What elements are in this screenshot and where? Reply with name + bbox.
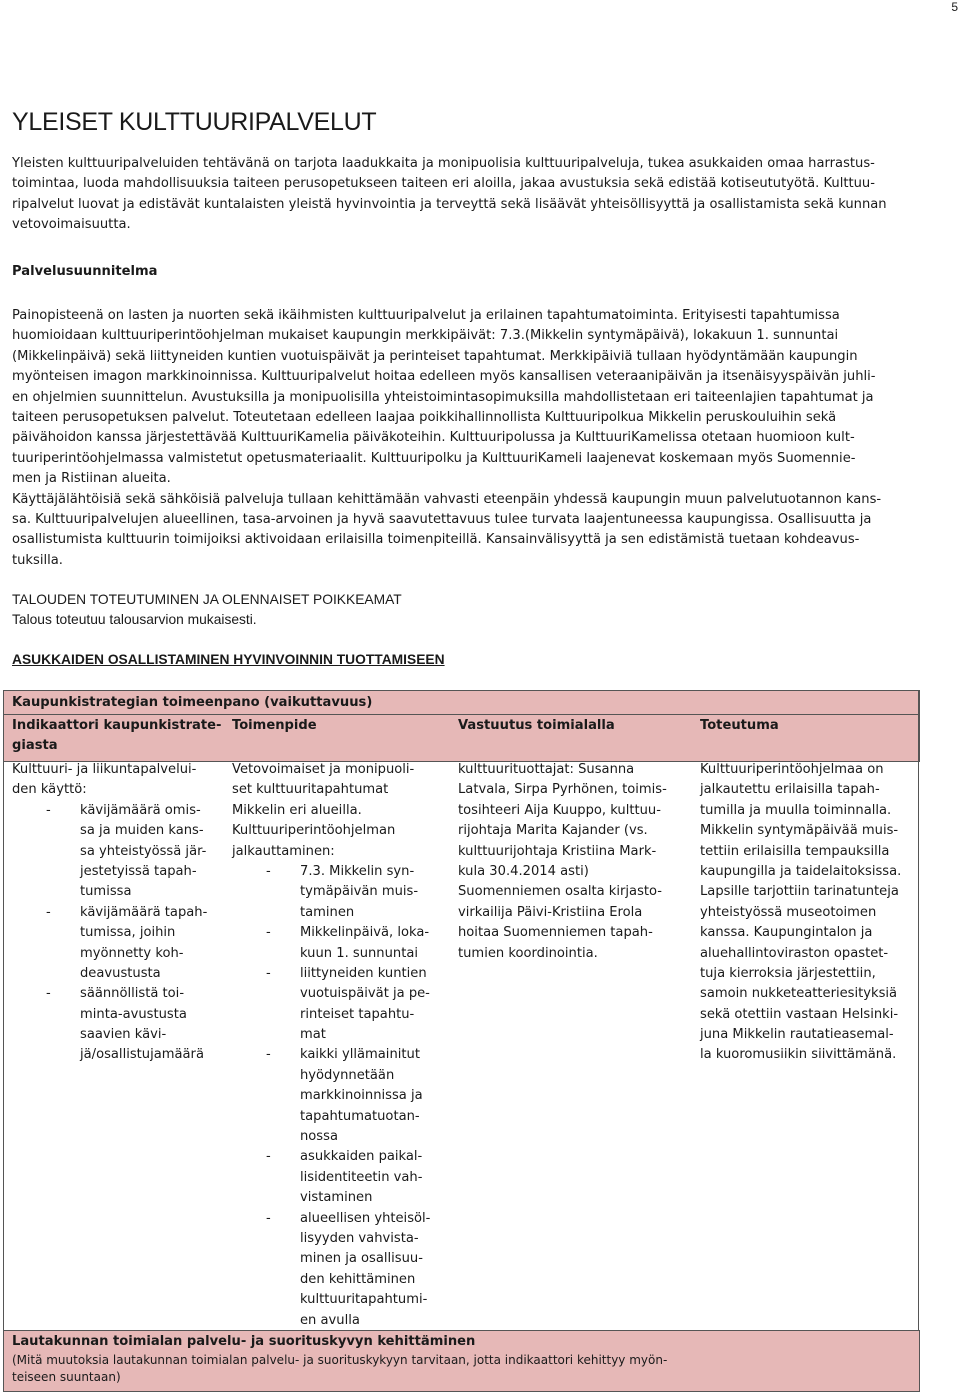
indicator-line xyxy=(12,944,222,964)
list-item-text: jä/osallistujamäärä xyxy=(80,1047,204,1063)
action-line xyxy=(232,1270,447,1290)
service-plan-heading: Palvelusuunnitelma xyxy=(12,264,158,279)
indicator-line xyxy=(12,1005,222,1025)
outcome-line: Mikkelin syntymäpäivää muis- xyxy=(700,823,899,839)
list-item-text: tapahtumatuotan- xyxy=(300,1108,420,1124)
action-line xyxy=(232,1209,447,1229)
outcome-line: juna Mikkelin rautatieasemal- xyxy=(700,1027,894,1043)
outcome-line: kanssa. Kaupungintalon ja xyxy=(700,925,873,941)
list-dash: - xyxy=(266,1149,271,1165)
plan-line: Käyttäjälähtöisiä sekä sähköisiä palveluja tullaan kehittämään vahvasti eteenpäin yhdessä kaupungin muun palvelutuotannon kans- xyxy=(12,491,882,507)
action-line xyxy=(232,1290,447,1310)
list-item-text: kävijämäärä tapah- xyxy=(80,904,208,920)
intro-line: vetovoimaisuutta. xyxy=(12,217,131,233)
economy-text: Talous toteutuu talousarvion mukaisesti. xyxy=(12,612,257,627)
list-item-text: vuotuispäivät ja pe- xyxy=(300,986,430,1002)
responsibility-line: kulttuurituottajat: Susanna xyxy=(458,762,635,777)
list-item-text: sa yhteistyössä jär- xyxy=(80,843,207,859)
list-item-text: tymäpäivän muis- xyxy=(300,884,419,900)
list-item-text: kulttuuritapahtumi- xyxy=(300,1292,428,1308)
responsibility-line: tosihteeri Aija Kuuppo, kulttuu- xyxy=(458,802,661,818)
plan-line: sa. Kulttuuripalvelujen alueellinen, tasa-arvoinen ja hyvä saavutettavuus tulee turvata laajentuneessa kaupungissa. Osallisuutta ja xyxy=(12,512,872,528)
plan-line: myönteisen imagon markkinoinnissa. Kulttuuripalvelut hoitaa edelleen myös kansallisen veteraanipäivän ja itsenäisyyspäivän juhli- xyxy=(12,369,876,385)
action-line xyxy=(232,862,447,882)
list-item-text: kuun 1. sunnuntai xyxy=(300,945,419,961)
footer-note-line: teiseen suuntaan) xyxy=(12,1370,121,1384)
intro-paragraph xyxy=(12,154,918,236)
indicator-line xyxy=(12,1045,222,1065)
indicator-line xyxy=(12,1025,222,1045)
responsibility-line: tumien koordinointia. xyxy=(458,945,598,961)
list-item-text: minta-avustusta xyxy=(80,1006,187,1022)
outcome-line: tuja kierroksia järjestettiin, xyxy=(700,965,876,981)
action-line xyxy=(232,1005,447,1025)
list-item-text: jestetyissä tapah- xyxy=(80,863,197,879)
action-line xyxy=(232,882,447,902)
action-line xyxy=(232,1168,447,1188)
intro-line: ripalvelut luovat ja edistävät kuntalaisten yleistä hyvinvointia ja terveyttä sekä lisäävät yhteisöllisyyttä ja osallistamista sekä kunnan xyxy=(12,196,887,212)
list-item-text: vistaminen xyxy=(300,1190,373,1206)
list-item-text: rinteiset tapahtu- xyxy=(300,1006,415,1022)
responsibility-line: Latvala, Sirpa Pyrhönen, toimis- xyxy=(458,782,667,798)
intro-line: Yleisten kulttuuripalveluiden tehtävänä on tarjota laadukkaita ja monipuolisia kulttuuripalveluja, tukea asukkaiden omaa harrastus- xyxy=(12,156,875,171)
action-line: set kulttuuritapahtumat xyxy=(232,782,389,798)
action-line xyxy=(232,923,447,943)
list-dash: - xyxy=(46,986,51,1002)
list-item-text: hyödynnetään xyxy=(300,1067,395,1083)
plan-line: (Mikkelinpäivä) sekä liittyneiden kuntien vuotuispäivät ja perinteiset tapahtumat. Merkkipäiviä tullaan hyödyntämään kaupungin xyxy=(12,348,858,364)
indicator-line xyxy=(12,984,222,1004)
action-line xyxy=(232,903,447,923)
action-line xyxy=(232,1127,447,1147)
plan-line: tuksilla. xyxy=(12,552,63,568)
footer-note xyxy=(12,1352,667,1386)
action-line: jalkauttaminen: xyxy=(232,843,335,859)
list-item-text: lisidentiteetin vah- xyxy=(300,1169,423,1185)
action-line: Kulttuuriperintöohjelman xyxy=(232,823,396,839)
indicator-cell xyxy=(12,760,222,1066)
outcome-line: yhteistyössä museotoimen xyxy=(700,904,877,920)
action-line xyxy=(232,944,447,964)
list-item-text: liittyneiden kuntien xyxy=(300,965,427,981)
action-line xyxy=(232,1066,447,1086)
list-item-text: den kehittäminen xyxy=(300,1271,416,1287)
responsibility-cell xyxy=(458,760,688,964)
list-item-text: asukkaiden paikal- xyxy=(300,1149,423,1165)
economy-heading: TALOUDEN TOTEUTUMINEN JA OLENNAISET POIKKEAMAT xyxy=(12,592,402,607)
action-line xyxy=(232,1249,447,1269)
outcome-line: tumilla ja muulla toiminnalla. xyxy=(700,802,892,818)
list-dash: - xyxy=(266,1210,271,1226)
action-line xyxy=(232,964,447,984)
indicator-line xyxy=(12,903,222,923)
outcome-line: samoin nukketeatteriesityksiä xyxy=(700,986,898,1002)
plan-line: taiteen perusopetuksen palvelut. Toteutetaan edelleen laajaa poikkihallinnollista Kulttuuripolkua Mikkelin peruskouluihin sekä xyxy=(12,410,837,426)
outcome-line: Lapsille tarjottiin tarinatunteja xyxy=(700,884,899,900)
list-item-text: taminen xyxy=(300,904,355,920)
plan-line: huomioidaan kulttuuriperintöohjelman mukaiset kaupungin merkkipäivät: 7.3.(Mikkelin syntymäpäivä), lokakuun 1. sunnuntai xyxy=(12,328,839,344)
indicator-line xyxy=(12,923,222,943)
footer-heading: Lautakunnan toimialan palvelu- ja suorituskyvyn kehittäminen xyxy=(12,1334,476,1349)
indicator-line xyxy=(12,882,222,902)
list-dash: - xyxy=(46,802,51,818)
action-line xyxy=(232,1086,447,1106)
action-line xyxy=(232,1107,447,1127)
outcome-line: aluehallintoviraston opastet- xyxy=(700,945,889,961)
col-header-outcome: Toteutuma xyxy=(700,718,779,733)
list-item-text: kaikki yllämainitut xyxy=(300,1047,420,1063)
indicator-line xyxy=(12,842,222,862)
list-item-text: Mikkelinpäivä, loka- xyxy=(300,925,430,941)
outcome-line: la kuoromusiikin siivittämänä. xyxy=(700,1047,897,1063)
list-item-text: minen ja osallisuu- xyxy=(300,1251,423,1267)
action-line xyxy=(232,1188,447,1208)
list-item-text: 7.3. Mikkelin syn- xyxy=(300,863,415,879)
action-cell xyxy=(232,760,447,1331)
outcome-line: jalkautettu erilaisilla tapah- xyxy=(700,782,880,798)
list-item-text: alueellisen yhteisöl- xyxy=(300,1210,431,1226)
outcome-line: kaupungilla ja taidelaitoksissa. xyxy=(700,863,902,879)
responsibility-line: Suomenniemen osalta kirjasto- xyxy=(458,884,663,900)
list-item-text: kävijämäärä omis- xyxy=(80,802,201,818)
col-header-action: Toimenpide xyxy=(232,718,317,733)
action-line: Vetovoimaiset ja monipuoli- xyxy=(232,762,415,777)
plan-line: tuuriperintöohjelmassa valmistetut opetusmateriaalit. Kulttuuripolku ja KulttuuriKameli laajenevat koskemaan myös Suomennie- xyxy=(12,450,856,466)
outcome-line: sekä otettiin vastaan Helsinki- xyxy=(700,1006,899,1022)
intro-line: toimintaa, luoda mahdollisuuksia taiteen perusopetukseen taiteen eri aloilla, jakaa avustuksia sekä edistää kotiseututyötä. Kulttuu- xyxy=(12,176,875,192)
indicator-line: Kulttuuri- ja liikuntapalvelui- xyxy=(12,762,197,777)
action-line xyxy=(232,1311,447,1331)
indicator-line xyxy=(12,801,222,821)
plan-line: Painopisteenä on lasten ja nuorten sekä ikäihmisten kulttuuripalvelut ja erilainen tapahtumatoiminta. Erityisesti tapahtumissa xyxy=(12,308,840,323)
list-dash: - xyxy=(266,863,271,879)
plan-line: osallistumista kulttuurin toimijoiksi aktivoidaan erilaisilla toimenpiteillä. Kansainvälisyyttä ja sen edistämistä tuetaan kohdeavus- xyxy=(12,532,860,548)
responsibility-line: kula 30.4.2014 asti) xyxy=(458,863,589,879)
indicator-line xyxy=(12,964,222,984)
indicator-line xyxy=(12,821,222,841)
table-border xyxy=(3,690,4,1390)
list-dash: - xyxy=(266,925,271,941)
action-line xyxy=(232,1045,447,1065)
list-item-text: nossa xyxy=(300,1129,338,1145)
action-line xyxy=(232,1229,447,1249)
list-dash: - xyxy=(266,1047,271,1063)
list-item-text: markkinoinnissa ja xyxy=(300,1088,423,1104)
plan-line: päivähoidon kanssa järjestettävää KulttuuriKamelia päiväkoteihin. Kulttuuripolussa ja KulttuuriKamelissa otetaan huomioon kult- xyxy=(12,430,855,446)
list-item-text: mat xyxy=(300,1027,326,1043)
strategy-header: Kaupunkistrategian toimeenpano (vaikuttavuus) xyxy=(12,695,373,710)
list-item-text: en avulla xyxy=(300,1312,360,1328)
list-item-text: myönnetty koh- xyxy=(80,945,184,961)
page-title: YLEISET KULTTUURIPALVELUT xyxy=(12,108,377,136)
responsibility-line: hoitaa Suomenniemen tapah- xyxy=(458,925,653,941)
outcome-line: Kulttuuriperintöohjelmaa on xyxy=(700,762,884,777)
list-dash: - xyxy=(46,904,51,920)
table-divider xyxy=(3,714,920,715)
action-line xyxy=(232,1147,447,1167)
indicator-line: den käyttö: xyxy=(12,782,87,798)
action-line xyxy=(232,984,447,1004)
outcome-line: tettiin erilaisilla tempauksilla xyxy=(700,843,890,859)
footer-note-line: (Mitä muutoksia lautakunnan toimialan palvelu- ja suorituskykyyn tarvitaan, jotta indikaattori kehittyy myön- xyxy=(12,1353,668,1367)
list-item-text: tumissa, joihin xyxy=(80,925,176,941)
col-header-line: Indikaattori kaupunkistrate- xyxy=(12,718,222,733)
indicator-line xyxy=(12,862,222,882)
list-item-text: tumissa xyxy=(80,884,132,900)
list-dash: - xyxy=(266,965,271,981)
list-item-text: lisyyden vahvista- xyxy=(300,1230,419,1246)
col-header-responsibility: Vastuutus toimialalla xyxy=(458,718,615,733)
list-item-text: saavien kävi- xyxy=(80,1027,167,1043)
participation-heading: ASUKKAIDEN OSALLISTAMINEN HYVINVOINNIN TUOTTAMISEEN xyxy=(12,652,445,667)
action-line: Mikkelin eri alueilla. xyxy=(232,802,362,818)
action-line xyxy=(232,1025,447,1045)
responsibility-line: virkailija Päivi-Kristiina Erola xyxy=(458,904,643,920)
list-item-text: deavustusta xyxy=(80,965,161,981)
table-border xyxy=(918,690,919,1390)
outcome-cell xyxy=(700,760,915,1066)
list-item-text: säännöllistä toi- xyxy=(80,986,185,1002)
service-plan-paragraph xyxy=(12,306,918,571)
list-item-text: sa ja muiden kans- xyxy=(80,823,204,839)
plan-line: men ja Ristiinan alueita. xyxy=(12,471,171,487)
responsibility-line: rijohtaja Marita Kajander (vs. xyxy=(458,823,648,839)
page-number: 5 xyxy=(951,0,958,14)
col-header-line: giasta xyxy=(12,738,58,754)
responsibility-line: kulttuurijohtaja Kristiina Mark- xyxy=(458,843,657,859)
col-header-indicator xyxy=(12,716,221,757)
plan-line: en ohjelmien suunnittelun. Avustuksilla ja monipuolisilla yhteistoimintasopimuksilla mahdollistetaan eri taiteenlajien tapahtumat ja xyxy=(12,389,874,405)
economy-section xyxy=(12,590,918,630)
